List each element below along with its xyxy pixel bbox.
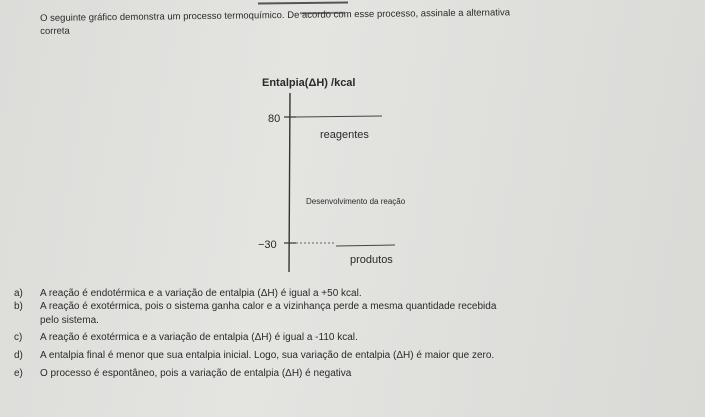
intro-line-2: correta [40,25,70,37]
option-text: A reação é exotérmica e a variação de entalpia (ΔH) é igual a -110 kcal. [40,332,358,343]
intro-line-1: O seguinte gráfico demonstra um processo termoquímico. De acordo com esse processo, assinale a alternativa [40,7,511,24]
option-letter: d) [14,350,23,361]
y-axis-label: Entalpia(ΔH) /kcal [262,77,356,89]
option-text: O processo é espontâneo, pois a variação de entalpia (ΔH) é negativa [40,368,352,379]
option-letter: c) [14,332,23,343]
reagentes-level-line [296,116,382,117]
option-d[interactable] [14,349,494,362]
tick-label-80: 80 [268,113,281,125]
option-b[interactable] [14,300,496,313]
option-b-continuation: pelo sistema. [40,315,99,326]
option-text: A entalpia final é menor que sua entalpia inicial. Logo, sua variação de entalpia (ΔH) é maior que zero. [40,350,495,361]
option-text: A reação é exotérmica, pois o sistema ganha calor e a vizinhança perde a mesma quantidade recebida [40,301,497,312]
tick-label-minus-30: −30 [258,239,277,251]
option-letter: a) [14,288,23,299]
reagentes-label: reagentes [320,129,369,141]
option-a[interactable] [14,287,362,300]
option-letter: b) [14,301,23,312]
option-letter: e) [14,368,23,379]
option-e[interactable] [14,367,351,380]
option-text: A reação é endotérmica e a variação de entalpia (ΔH) é igual a +50 kcal. [40,288,362,299]
y-axis-line [289,93,290,272]
produtos-label: produtos [350,254,393,266]
produtos-level-line [336,245,395,246]
option-c[interactable] [14,331,358,344]
x-axis-label: Desenvolvimento da reação [306,197,406,206]
